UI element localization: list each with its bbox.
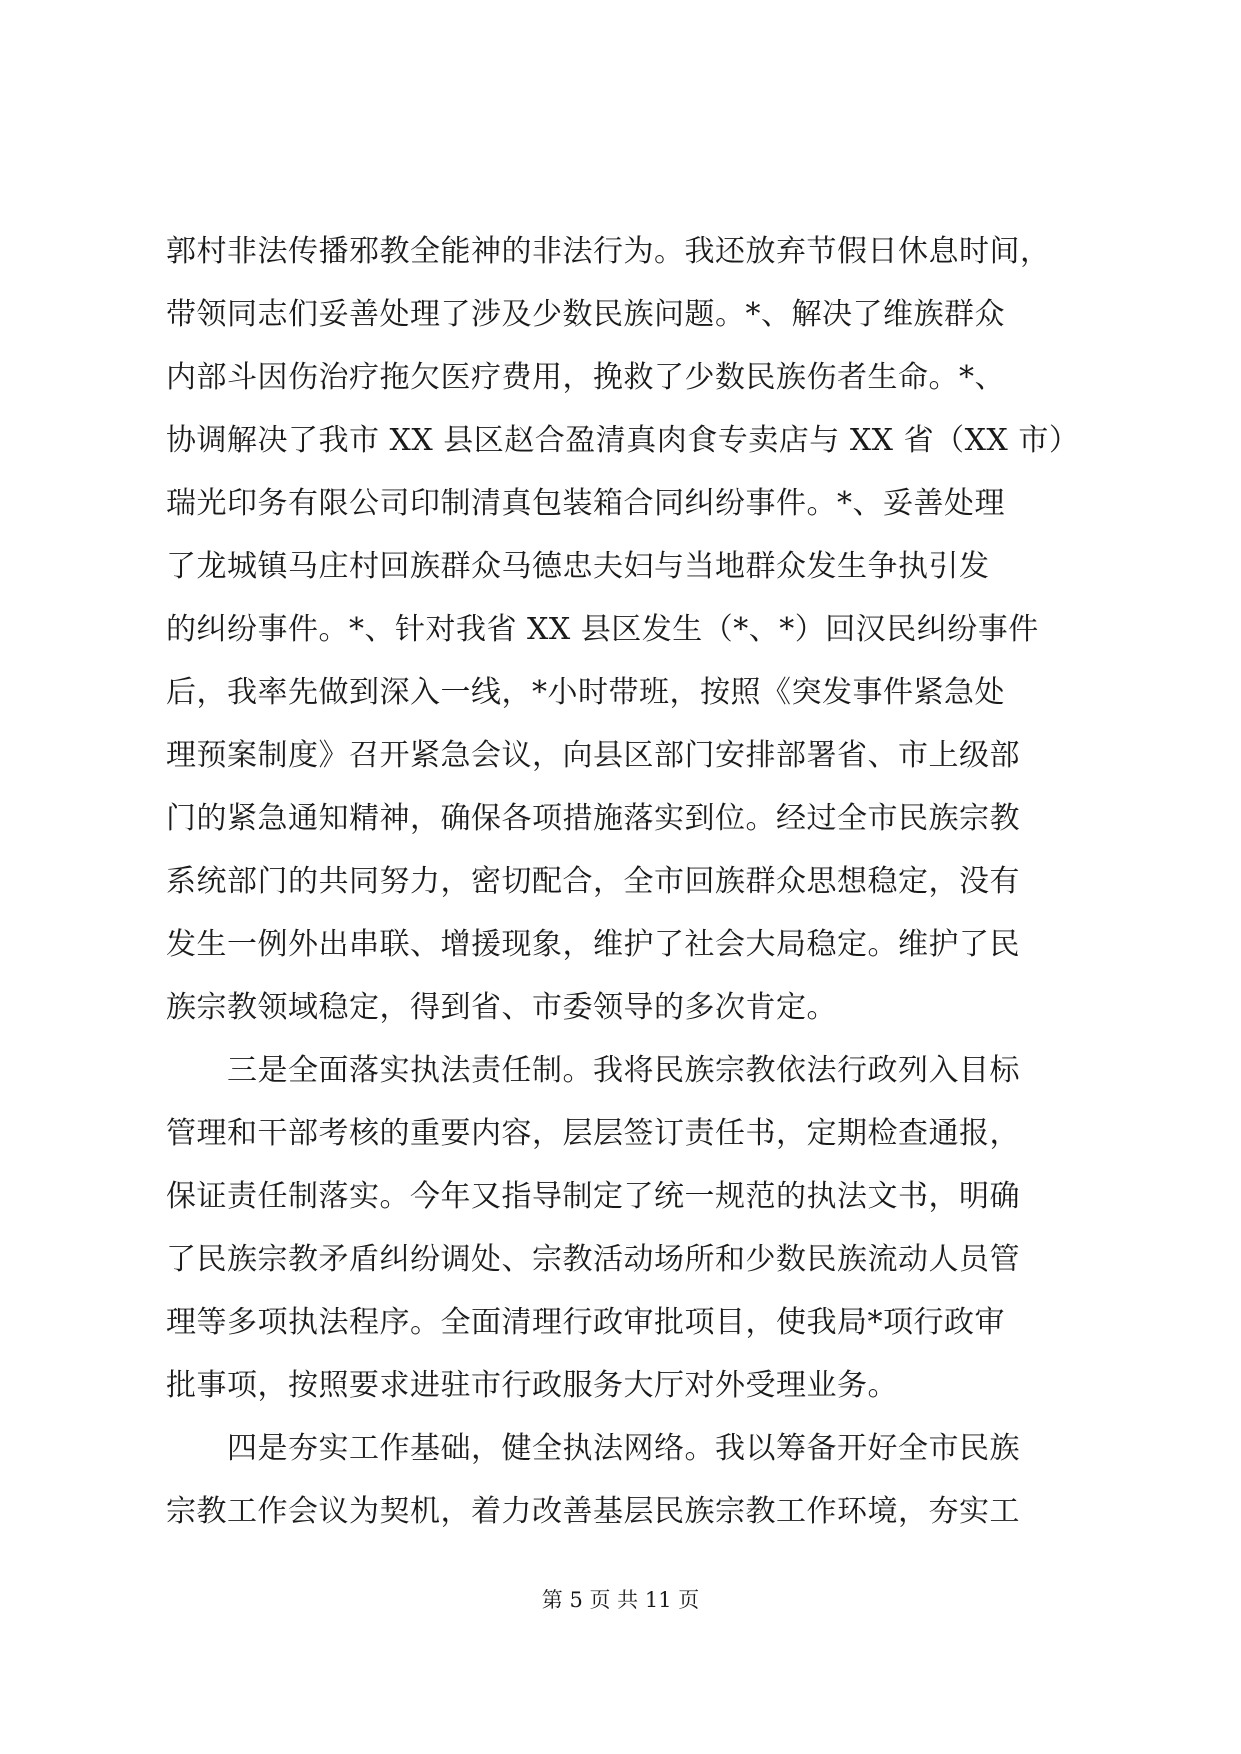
page-number-footer: 第 5 页 共 11 页 [541, 1588, 700, 1612]
text-line: 门的紧急通知精神，确保各项措施落实到位。经过全市民族宗教 [166, 801, 1020, 836]
text-line: 了民族宗教矛盾纠纷调处、宗教活动场所和少数民族流动人员管 [166, 1242, 1020, 1277]
text-line: 理预案制度》召开紧急会议，向县区部门安排部署省、市上级部 [166, 738, 1020, 773]
text-line: 后，我率先做到深入一线，*小时带班，按照《突发事件紧急处 [166, 675, 1005, 710]
text-line: 内部斗因伤治疗拖欠医疗费用，挽救了少数民族伤者生命。*、 [166, 360, 1005, 395]
paragraph-start-line: 四是夯实工作基础，健全执法网络。我以筹备开好全市民族 [166, 1431, 1020, 1466]
text-line: 瑞光印务有限公司印制清真包装箱合同纠纷事件。*、妥善处理 [166, 486, 1005, 521]
text-line: 郭村非法传播邪教全能神的非法行为。我还放弃节假日休息时间， [166, 234, 1051, 269]
text-line: 的纠纷事件。*、针对我省 XX 县区发生（*、*）回汉民纠纷事件 [166, 612, 1039, 647]
text-line: 理等多项执法程序。全面清理行政审批项目，使我局*项行政审 [166, 1305, 1005, 1340]
text-line: 保证责任制落实。今年又指导制定了统一规范的执法文书，明确 [166, 1179, 1020, 1214]
text-line: 带领同志们妥善处理了涉及少数民族问题。*、解决了维族群众 [166, 297, 1005, 332]
text-line: 协调解决了我市 XX 县区赵合盈清真肉食专卖店与 XX 省（XX 市） [166, 423, 1080, 458]
paragraph-start-line: 三是全面落实执法责任制。我将民族宗教依法行政列入目标 [166, 1053, 1020, 1088]
text-line: 批事项，按照要求进驻市行政服务大厅对外受理业务。 [166, 1368, 898, 1403]
text-line: 系统部门的共同努力，密切配合，全市回族群众思想稳定，没有 [166, 864, 1020, 899]
text-line: 管理和干部考核的重要内容，层层签订责任书，定期检查通报， [166, 1116, 1020, 1151]
text-line: 宗教工作会议为契机，着力改善基层民族宗教工作环境，夯实工 [166, 1494, 1020, 1529]
text-line: 发生一例外出串联、增援现象，维护了社会大局稳定。维护了民 [166, 927, 1020, 962]
text-line: 了龙城镇马庄村回族群众马德忠夫妇与当地群众发生争执引发 [166, 549, 990, 584]
text-line: 族宗教领域稳定，得到省、市委领导的多次肯定。 [166, 990, 837, 1025]
